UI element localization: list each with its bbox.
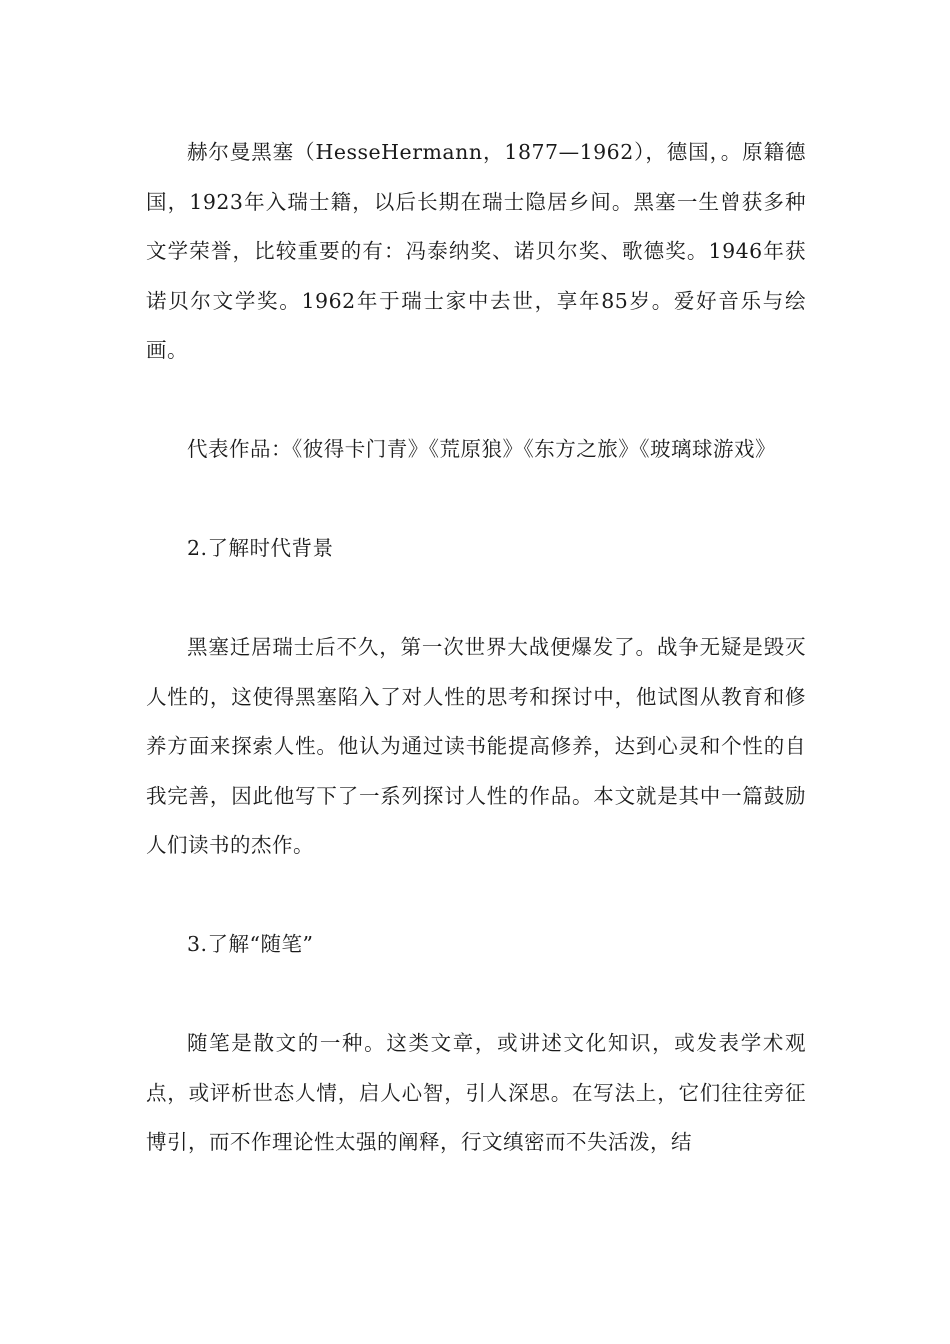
paragraph-gap: [146, 871, 806, 921]
representative-works-paragraph: 代表作品：《彼得卡门青》《荒原狼》《东方之旅》《玻璃球游戏》: [187, 437, 776, 461]
historical-background-paragraph: 黑塞迁居瑞士后不久，第一次世界大战便爆发了。战争无疑是毁灭人性的，这使得黑塞陷入了对人性的思考和探讨中，他试图从教育和修养方面来探索人性。他认为通过读书能提高修养，达到心灵和个性的自我完善，因此他写下了一系列探讨人性的作品。本文就是其中一篇鼓励人们读书的杰作。: [146, 635, 806, 857]
paragraph-gap: [146, 970, 806, 1020]
section-heading-background: 2.了解时代背景: [187, 536, 334, 560]
paragraph-gap: [146, 376, 806, 426]
essay-genre-paragraph: 随笔是散文的一种。这类文章，或讲述文化知识，或发表学术观点，或评析世态人情，启人心智，引人深思。在写法上，它们往往旁征博引，而不作理论性太强的阐释，行文缜密而不失活泼，结: [146, 1031, 806, 1154]
author-bio-paragraph: 赫尔曼黑塞（HesseHermann，1877—1962），德国，。原籍德国，1923年入瑞士籍，以后长期在瑞士隐居乡间。黑塞一生曾获多种文学荣誉，比较重要的有：冯泰纳奖、诺贝尔奖、歌德奖。1946年获诺贝尔文学奖。1962年于瑞士家中去世，享年85岁。爱好音乐与绘画。: [146, 140, 806, 362]
paragraph-gap: [146, 574, 806, 624]
section-heading-essay: 3.了解“随笔”: [187, 932, 314, 956]
document-page: [146, 128, 806, 1168]
paragraph-gap: [146, 475, 806, 525]
